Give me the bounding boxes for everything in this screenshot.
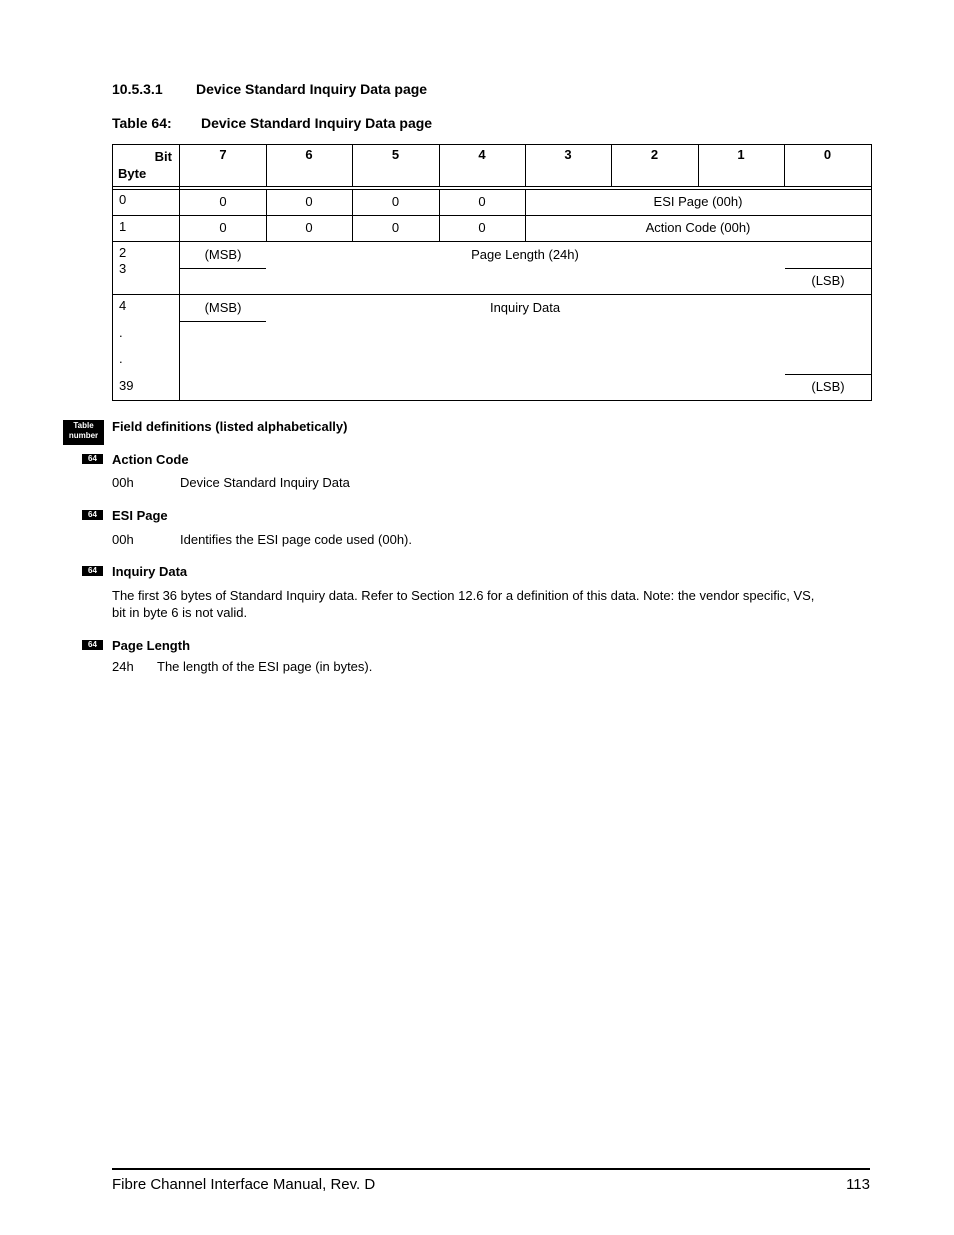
row0-bit6: 0 [305, 194, 313, 209]
bit-header-7: 7 [219, 147, 227, 162]
row1-bit6: 0 [305, 220, 313, 235]
row1-bit7: 0 [219, 220, 227, 235]
page-number: 113 [846, 1176, 870, 1193]
table-number-badge [63, 420, 104, 445]
esi-page-description: Identifies the ESI page code used (00h). [180, 532, 412, 547]
footer-title: Fibre Channel Interface Manual, Rev. D [112, 1176, 376, 1193]
corner-bit-label: Bit [154, 149, 172, 164]
bit-header-0: 0 [823, 147, 832, 162]
action-code-description: Device Standard Inquiry Data [180, 475, 350, 490]
bit-header-6: 6 [305, 147, 313, 162]
page-length-description: The length of the ESI page (in bytes). [157, 659, 373, 674]
field-name-esi-page: ESI Page [112, 508, 168, 523]
row0-bit5: 0 [391, 194, 400, 209]
byte-label-1: 1 [119, 219, 127, 234]
action-code-field: Action Code (00h) [645, 220, 751, 235]
bit-header-1: 1 [737, 147, 745, 162]
field-definitions-heading: Field definitions (listed alphabetically) [112, 419, 348, 434]
section-title: Device Standard Inquiry Data page [196, 81, 428, 97]
row1-bit4: 0 [478, 220, 486, 235]
byte-label-3: 3 [119, 261, 127, 276]
table-ref-badge: 64 [82, 566, 103, 576]
inquiry-data-lsb: (LSB) [811, 379, 845, 394]
field-name-action-code: Action Code [112, 452, 189, 467]
page-length-lsb: (LSB) [811, 273, 845, 288]
inquiry-data-msb: (MSB) [204, 300, 242, 315]
byte-ellipsis-1: . [119, 325, 123, 340]
corner-byte-label: Byte [118, 166, 147, 181]
action-code-value: 00h [112, 475, 134, 490]
inquiry-data-description-line1: The first 36 bytes of Standard Inquiry data. Refer to Section 12.6 for a definition of this data. Note: the vendor specific, VS, [112, 588, 815, 603]
byte-label-0: 0 [119, 192, 127, 207]
esi-page-value: 00h [112, 532, 134, 547]
table-ref-badge: 64 [82, 640, 103, 650]
page-length-field: Page Length (24h) [471, 247, 579, 262]
byte-label-2: 2 [119, 245, 127, 260]
footer-rule [112, 1168, 870, 1170]
bit-header-4: 4 [478, 147, 486, 162]
row1-bit5: 0 [391, 220, 400, 235]
table-ref-badge: 64 [82, 454, 103, 464]
bit-header-5: 5 [391, 147, 400, 162]
badge-line-number: number [68, 431, 99, 440]
byte-label-4: 4 [119, 298, 127, 313]
badge-line-table: Table [73, 421, 94, 430]
row0-bit4: 0 [478, 194, 486, 209]
field-name-page-length: Page Length [112, 638, 191, 653]
page-length-msb: (MSB) [204, 247, 242, 262]
field-name-inquiry-data: Inquiry Data [112, 564, 188, 579]
table-caption-label: Table 64: [112, 115, 172, 131]
inquiry-data-field: Inquiry Data [489, 300, 561, 315]
row0-bit7: 0 [219, 194, 227, 209]
byte-label-39: 39 [119, 378, 134, 393]
esi-page-field: ESI Page (00h) [653, 194, 743, 209]
table-ref-badge: 64 [82, 510, 103, 520]
table-caption-title: Device Standard Inquiry Data page [201, 115, 433, 131]
inquiry-data-description-line2: bit in byte 6 is not valid. [112, 605, 248, 620]
section-number: 10.5.3.1 [112, 81, 163, 97]
bit-header-2: 2 [650, 147, 659, 162]
bit-header-3: 3 [564, 147, 572, 162]
byte-ellipsis-2: . [119, 351, 123, 366]
page-length-value: 24h [112, 659, 134, 674]
